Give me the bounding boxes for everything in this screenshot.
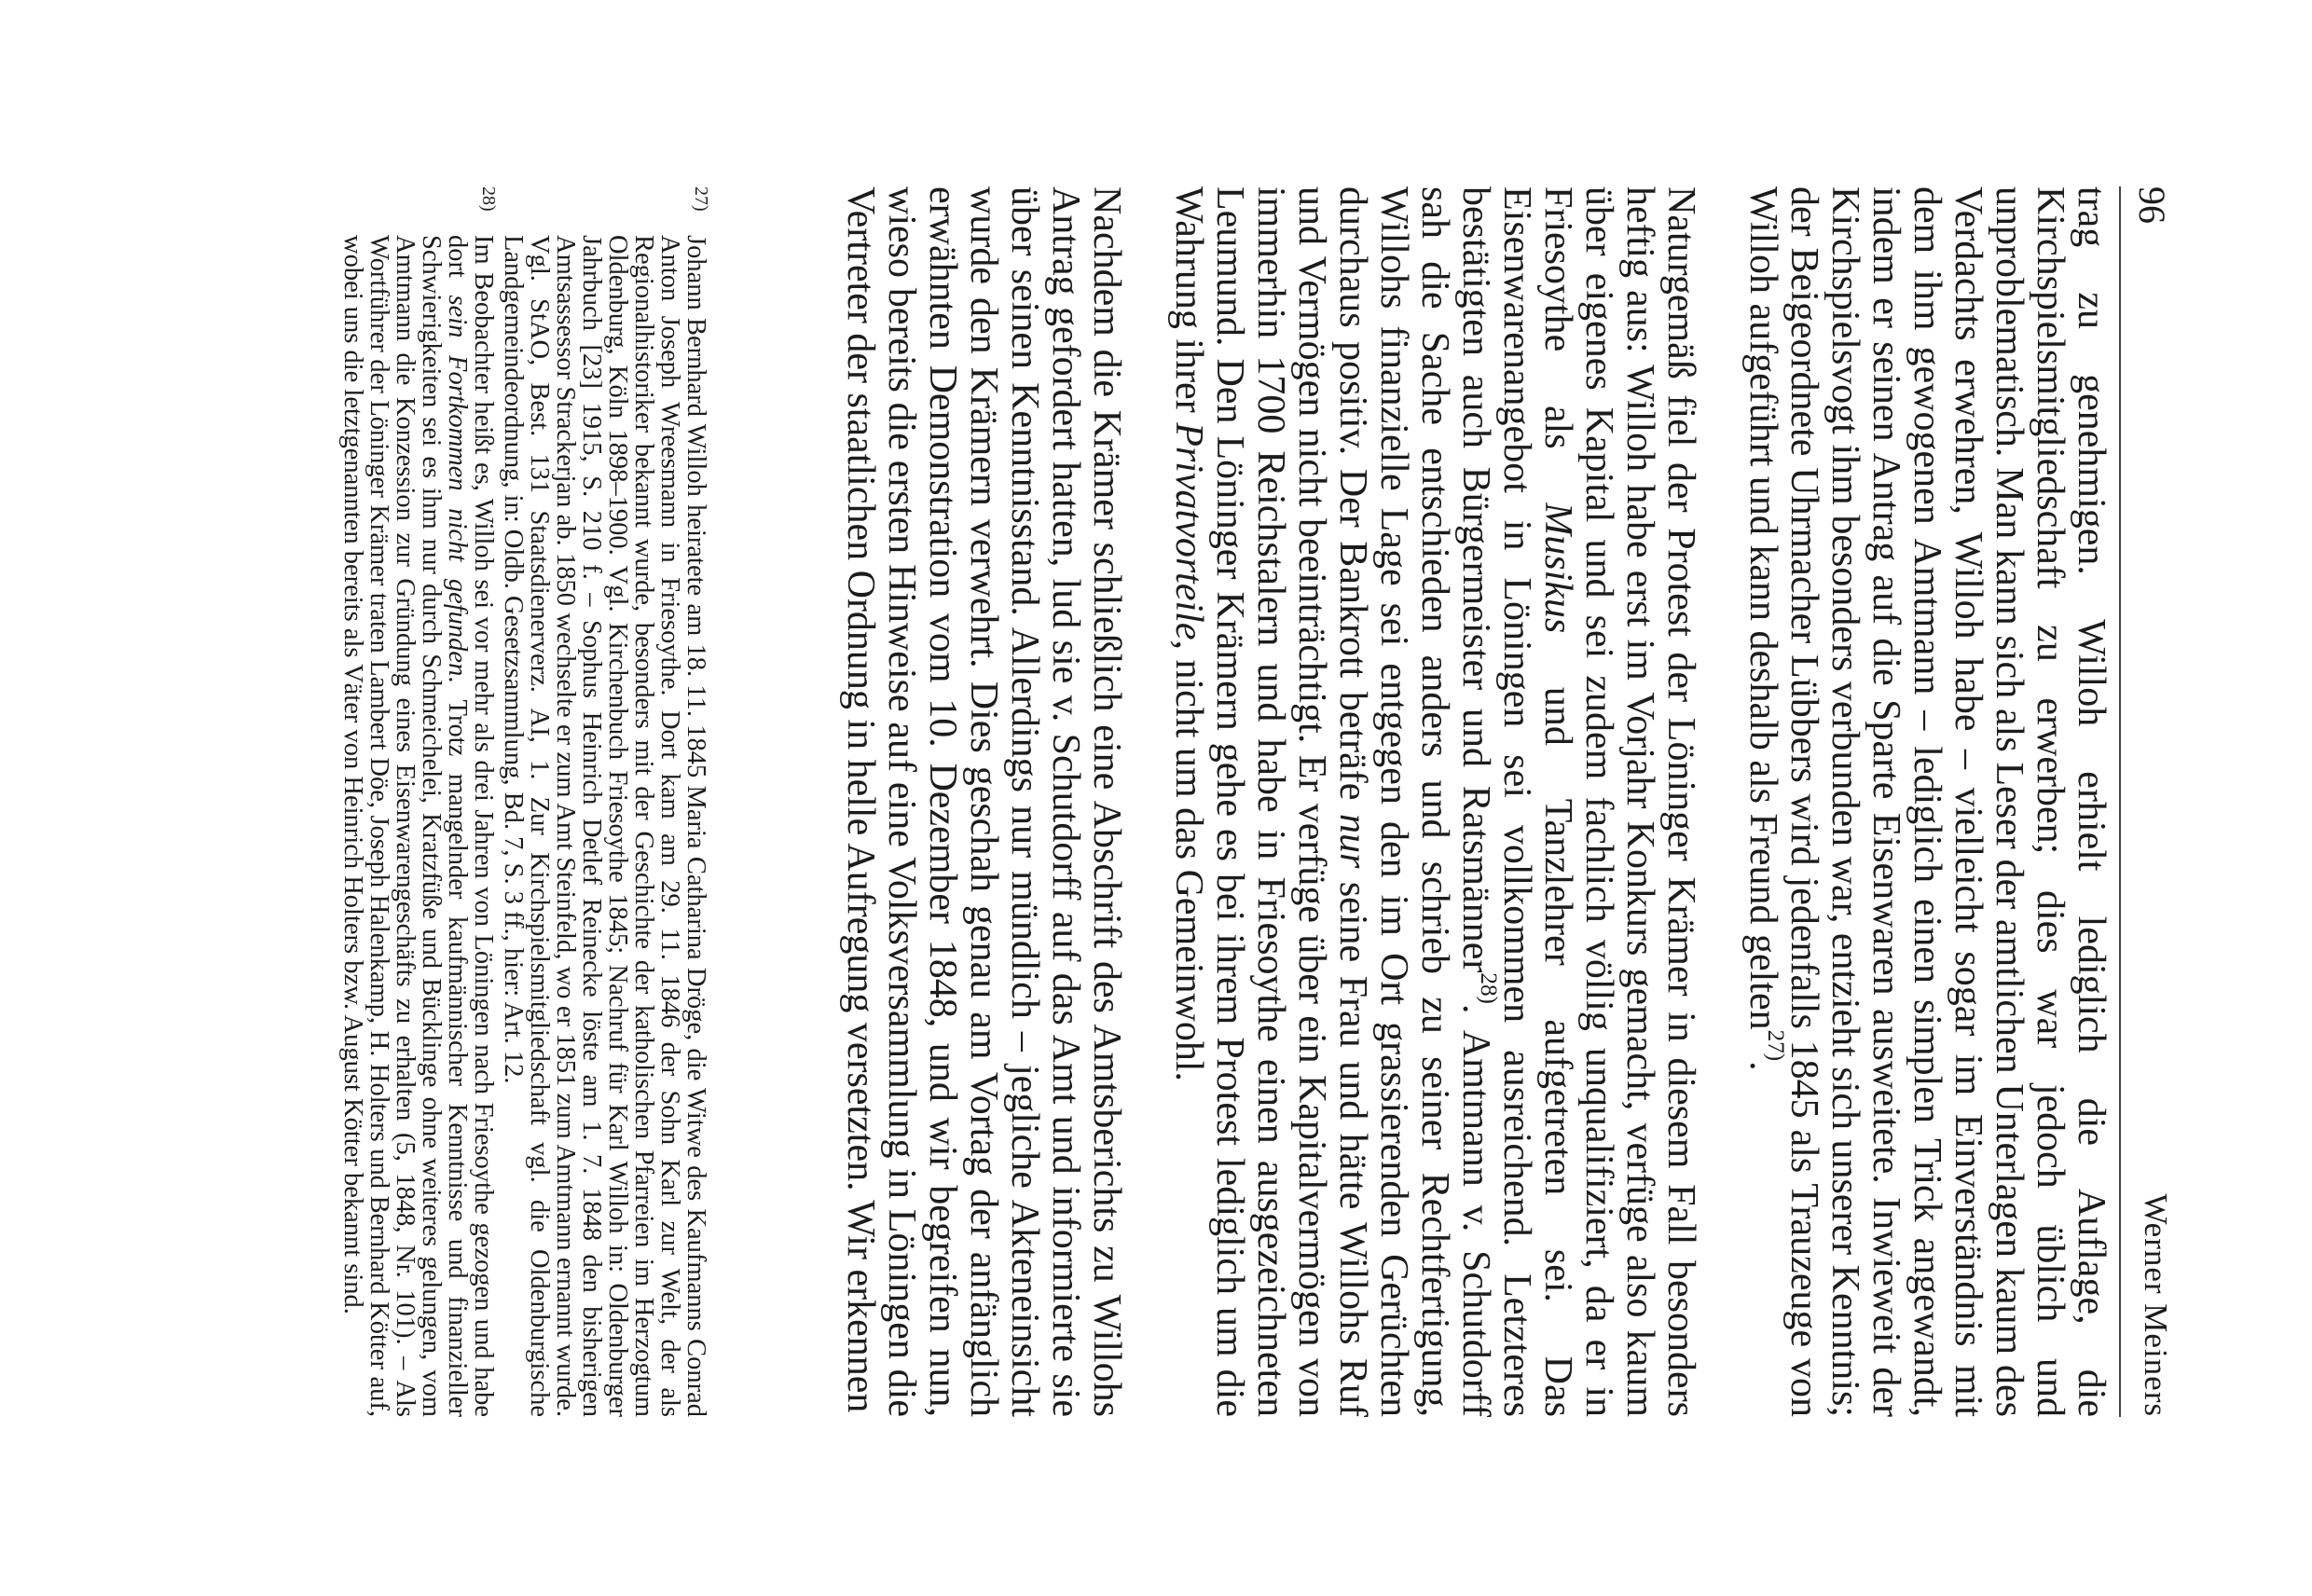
paragraph-2: Naturgemäß fiel der Protest der Löninger Krämer in diesem Fall besonders heftig aus: Willoh habe erst im Vorjahr Konkurs gemacht, verfüge also kaum über eigenes Kapital und sei zudem fachlich völlig unqualifiziert, da er in Friesoythe als Musikus und Tanzlehrer aufgetreten sei. Das Eisenwarenangebot in Löningen sei vollkommen ausreichend. Letzteres bestätigten auch Bürgermeister und Ratsmänner$^{28)}$. Amtmann v. Schutdorff sah die Sache entschieden anders und schrieb zu seiner Rechtfertigung, Willohs finanzielle Lage sei entgegen den im Ort grassierenden Gerüchten durchaus positiv. Der Bankrott beträfe nur seine Frau und hätte Willohs Ruf und Vermögen nicht beeinträchtigt. Er verfüge über ein Kapitalvermögen von immerhin 1700 Reichstalern und habe in Friesoythe einen ausgezeichneten Leumund. Den Löninger Krämern gehe es bei ihrem Protest lediglich um die Wahrung ihrer Privatvorteile, nicht um das Gemeinwohl. xyxy=(1167,186,1702,1418)
paragraph-3: Nachdem die Krämer schließlich eine Abschrift des Amtsberichts zu Willohs Antrag gefordert hatten, lud sie v. Schutdorff auf das Amt und informierte sie über seinen Kenntnisstand. Allerdings nur mündlich – jegliche Akteneinsicht wurde den Krämern verwehrt. Dies geschah genau am Vortag der anfänglich erwähnten Demonstration vom 10. Dezember 1848, und wir begreifen nun, wieso bereits die ersten Hinweise auf eine Volksversammlung in Löningen die Vertreter der staatlichen Ordnung in helle Aufregung versetzten. Wir erkennen xyxy=(839,186,1128,1417)
italic-run: Musikus xyxy=(1536,502,1579,634)
footnote-number: 27) xyxy=(691,186,711,212)
footnotes xyxy=(336,186,709,1417)
footnote-text: Im Beobachter heißt es, Willoh sei vor mehr als drei Jahren von Löningen nach Friesoythe gezogen und habe dort sein Fortkommen nicht gefunden. Trotz mangelnder kaufmännischer Kenntnisse und finanzieller Schwierigkeiten sei es ihm nur durch Schmeichelei, Kratzfüße und Bücklinge ohne weiteres gelungen, vom Amtmann die Konzession zur Gründung eines Eisenwarengeschäfts zu erhalten (5, 1848, Nr. 101). – Als Wortführer der Löninger Krämer traten Lambert Döe, Joseph Halenkamp, H. Holters und Bernhard Kötter auf, wobei uns die letztgenannten bereits als Väter von Heinrich Holters bzw. August Kötter bekannt sind. xyxy=(338,235,498,1417)
footnote-28 xyxy=(338,186,499,1417)
footnote-number: 28) xyxy=(478,186,499,212)
page-number: 96 xyxy=(2131,186,2173,224)
italic-run: Privatvorteile xyxy=(1167,422,1210,640)
running-header xyxy=(2118,186,2174,1417)
footnote-ref: 27) xyxy=(1762,1029,1788,1062)
main-text xyxy=(840,186,2112,1417)
header-rule xyxy=(2119,186,2121,1417)
running-head-author: Werner Meiners xyxy=(2138,1193,2174,1417)
italic-run: sein Fortkommen nicht gefunden xyxy=(443,295,472,677)
paragraph-1: trag zu genehmigen. Willoh erhielt lediglich die Auflage, die Kirchspielsmitgliedschaft zu erwerben; dies war jedoch üblich und unproblematisch. Man kann sich als Leser der amtlichen Unterlagen kaum des Verdachts erwehren, Willoh habe – vielleicht sogar im Einverständnis mit dem ihm gewogenen Amtmann – lediglich einen simplen Trick angewandt, indem er seinen Antrag auf die Sparte Eisenwaren ausweitete. Inwieweit der Kirchspielsvogt ihm besonders verbunden war, entzieht sich unserer Kenntnis; der Beigeordnete Uhrmacher Lübbers wird jedenfalls 1845 als Trauzeuge von Willoh aufgeführt und kann deshalb als Freund gelten$^{27)}$. xyxy=(1741,186,2112,1417)
footnote-27 xyxy=(500,186,709,1417)
footnote-text: Johann Bernhard Willoh heiratete am 18. 11. 1845 Maria Catharina Dröge, die Witwe des Kaufmanns Conrad Anton Joseph Wreesmann in Friesoythe. Dort kam am 29. 11. 1846 der Sohn Karl zur Welt, der als Regionalhistoriker bekannt wurde, besonders mit der Geschichte der katholischen Pfarreien im Herzogtum Oldenburg, Köln 1898–1900. Vgl. Kirchenbuch Friesoythe 1845; Nachruf für Karl Willoh in: Oldenburger Jahrbuch [23] 1915, S. 210 f. – Sophus Heinrich Detlef Reinecke löste am 1. 7. 1848 den bisherigen Amtsassessor Strackerjan ab. 1850 wechselte er zum Amt Steinfeld, wo er 1851 zum Amtmann ernannt wurde. Vgl. StAO, Best. 131 Staatsdienerverz. AI, 1. Zur Kirchspielsmitgliedschaft vgl. die Oldenburgische Landgemeindeordnung, in: Oldb. Gesetzsammlung, Bd. 7, S. 3 ff., hier: Art. 12. xyxy=(499,235,710,1417)
footnote-ref: 28) xyxy=(1475,972,1501,1004)
italic-run: nur xyxy=(1331,813,1374,869)
